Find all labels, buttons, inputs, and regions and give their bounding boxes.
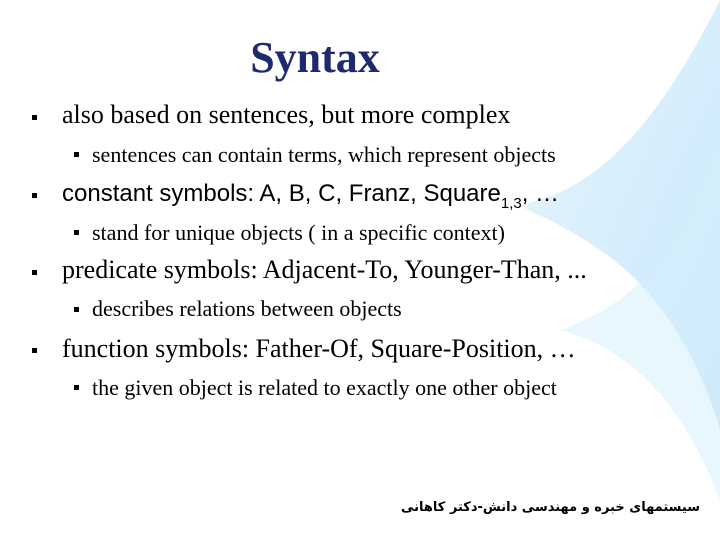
sub-bullet-marker bbox=[74, 385, 79, 390]
bullet-2-suffix: , … bbox=[521, 180, 560, 207]
sub-bullet-marker bbox=[74, 307, 79, 312]
sub-bullet-4: the given object is related to exactly one other object bbox=[92, 375, 557, 400]
bullet-marker bbox=[32, 115, 37, 120]
bullet-marker bbox=[32, 348, 37, 353]
bullet-4: function symbols: Father-Of, Square-Position, … bbox=[62, 334, 576, 363]
bullet-marker bbox=[32, 193, 37, 198]
bullet-2 bbox=[62, 178, 559, 213]
sub-bullet-marker bbox=[74, 152, 79, 157]
bullet-2-text: constant symbols: A, B, C, Franz, Square bbox=[62, 180, 501, 207]
bullet-3: predicate symbols: Adjacent-To, Younger-Than, ... bbox=[62, 255, 587, 284]
sub-bullet-1: sentences can contain terms, which represent objects bbox=[92, 142, 556, 167]
sub-bullet-marker bbox=[74, 230, 79, 235]
bullet-marker bbox=[32, 270, 37, 275]
footer-text: سيستمهای خبره و مهندسی دانش-دکتر کاهانی bbox=[400, 500, 700, 515]
sub-bullet-3: describes relations between objects bbox=[92, 296, 402, 321]
subscript: 1,3 bbox=[500, 195, 522, 212]
sub-bullet-2: stand for unique objects ( in a specific context) bbox=[92, 220, 505, 245]
bullet-1: also based on sentences, but more complex bbox=[62, 100, 511, 129]
slide-title: Syntax bbox=[250, 33, 380, 82]
